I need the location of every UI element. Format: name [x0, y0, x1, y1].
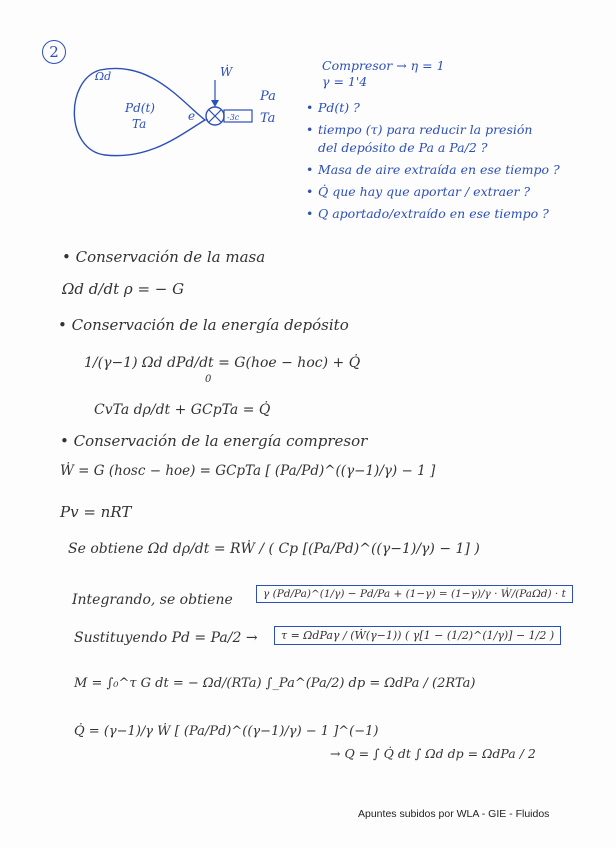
heat-total-equation: → Q = ∫ Q̇ dt ∫ Ωd dp = ΩdPa / 2 — [330, 746, 536, 761]
tank-diagram — [60, 40, 310, 170]
ta-label: Ta — [132, 117, 147, 131]
question-item: • Q̇ que hay que aportar / extraer ? — [306, 184, 560, 199]
questions-list — [306, 100, 560, 228]
question-item: • Q aportado/extraído en ese tiempo ? — [306, 206, 560, 221]
question-item: • Pd(t) ? — [306, 100, 560, 115]
obtained-equation: Se obtiene Ωd dρ/dt = RẆ / ( Cp [(Pa/Pd)^((γ−1)/γ) − 1] ) — [68, 541, 480, 557]
integration-prefix: Integrando, se obtiene — [72, 592, 233, 608]
omega-d-label: Ωd — [95, 70, 112, 83]
w-label: Ẇ — [220, 65, 233, 79]
footer-credit: Apuntes subidos por WLA - GIE - Fluidos — [358, 808, 550, 820]
s-label: -3c — [227, 113, 240, 122]
ta-right-label: Ta — [260, 111, 276, 126]
energy-deposit-eq1-zero: 0 — [205, 374, 212, 385]
substitution-prefix: Sustituyendo Pd = Pa/2 → — [74, 630, 258, 646]
ideal-gas-law: Pv = nRT — [60, 503, 132, 521]
pd-label: Pd(t) — [125, 101, 155, 115]
givens-compressor: Compresor → η = 1 — [322, 58, 445, 73]
question-item: del depósito de Pa a Pa/2 ? — [318, 140, 488, 155]
integration-result-box: γ (Pd/Pa)^(1/γ) − Pd/Pa + (1−γ) = (1−γ)/γ · Ẇ/(PaΩd) · t — [256, 585, 573, 603]
question-item: • Masa de aire extraída en ese tiempo ? — [306, 162, 560, 177]
energy-deposit-eq2: CvTa dρ/dt + GCpTa = Q̇ — [94, 402, 271, 418]
mass-result: M = ∫₀^τ G dt = − Ωd/(RTa) ∫_Pa^(Pa/2) dp = ΩdPa / (2RTa) — [74, 676, 476, 691]
e-label: e — [188, 109, 196, 123]
question-item: • tiempo (τ) para reducir la presión — [306, 122, 560, 137]
heat-rate-equation: Q̇ = (γ−1)/γ Ẇ [ (Pa/Pd)^((γ−1)/γ) − 1 ]^(−1) — [74, 724, 379, 739]
problem-number: 2 — [42, 40, 66, 64]
energy-deposit-title: • Conservación de la energía depósito — [58, 316, 349, 334]
givens-gamma: γ = 1'4 — [322, 74, 368, 89]
pa-label: Pa — [260, 89, 276, 104]
mass-conservation-title: • Conservación de la masa — [62, 248, 265, 266]
tau-result-box: τ = ΩdPaγ / (Ẇ(γ−1)) ( γ[1 − (1/2)^(1/γ)] − 1/2 ) — [274, 626, 561, 645]
energy-compressor-title: • Conservación de la energía compresor — [60, 432, 367, 450]
mass-equation: Ωd d/dt ρ = − G — [62, 280, 185, 298]
energy-compressor-eq: Ẇ = G (hosc − hoe) = GCpTa [ (Pa/Pd)^((γ−1)/γ) − 1 ] — [60, 463, 436, 479]
energy-deposit-eq1: 1/(γ−1) Ωd dPd/dt = G(hoe − hoc) + Q̇ — [84, 355, 361, 371]
